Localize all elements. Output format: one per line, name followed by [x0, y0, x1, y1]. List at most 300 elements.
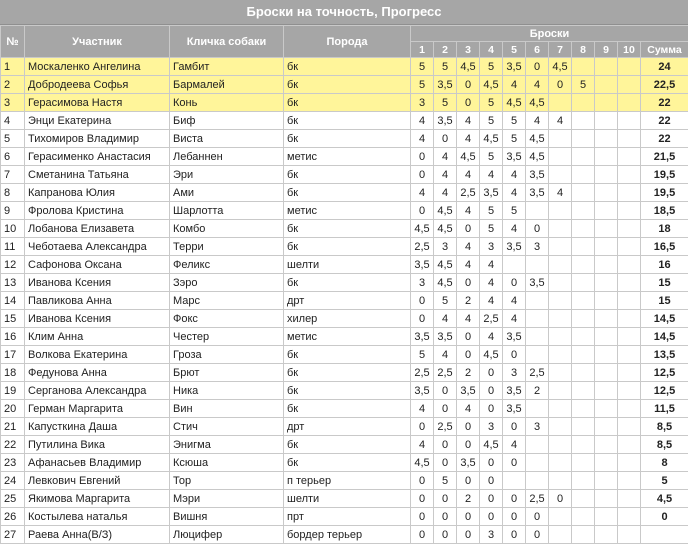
throw-score-cell: 3: [526, 418, 549, 436]
throw-score-cell: [618, 382, 641, 400]
throw-score-cell: [595, 418, 618, 436]
throw-score-cell: 3: [503, 364, 526, 382]
throw-score-cell: [595, 364, 618, 382]
dog-name-cell: Эри: [170, 166, 284, 184]
rank-cell: 2: [1, 76, 25, 94]
rank-cell: 4: [1, 112, 25, 130]
table-row: [1, 364, 688, 382]
throw-score-cell: [526, 202, 549, 220]
throw-score-cell: 4: [411, 130, 434, 148]
throw-score-cell: 0: [457, 346, 480, 364]
throw-score-cell: [572, 418, 595, 436]
participant-cell: Федунова Анна: [25, 364, 170, 382]
breed-cell: шелти: [284, 490, 411, 508]
table-row: [1, 130, 688, 148]
participant-cell: Капранова Юлия: [25, 184, 170, 202]
throw-score-cell: 3: [434, 238, 457, 256]
throw-score-cell: 0: [457, 436, 480, 454]
throw-score-cell: 4: [549, 112, 572, 130]
throw-score-cell: 5: [480, 58, 503, 76]
throw-score-cell: [595, 400, 618, 418]
throw-score-cell: [618, 238, 641, 256]
sum-cell: 8,5: [641, 436, 688, 454]
participant-cell: Якимова Маргарита: [25, 490, 170, 508]
table-row: [1, 310, 688, 328]
throw-score-cell: [549, 454, 572, 472]
dog-name-cell: Тор: [170, 472, 284, 490]
throw-score-cell: 2,5: [434, 364, 457, 382]
throw-score-cell: [595, 202, 618, 220]
dog-name-cell: Вишня: [170, 508, 284, 526]
throw-score-cell: [595, 472, 618, 490]
throw-score-cell: [618, 328, 641, 346]
breed-cell: бк: [284, 238, 411, 256]
throw-score-cell: [526, 472, 549, 490]
rank-cell: 11: [1, 238, 25, 256]
rank-cell: 10: [1, 220, 25, 238]
breed-cell: метис: [284, 328, 411, 346]
participant-cell: Сафонова Оксана: [25, 256, 170, 274]
throw-score-cell: [572, 400, 595, 418]
throw-score-cell: [549, 436, 572, 454]
throw-score-cell: 3,5: [434, 76, 457, 94]
breed-cell: бк: [284, 112, 411, 130]
throw-score-cell: [618, 436, 641, 454]
dog-name-cell: Терри: [170, 238, 284, 256]
table-row: [1, 526, 688, 544]
breed-cell: бк: [284, 184, 411, 202]
throw-score-cell: 4: [411, 112, 434, 130]
throw-score-cell: 4,5: [549, 58, 572, 76]
throw-score-cell: 3: [480, 418, 503, 436]
throw-score-cell: 3,5: [434, 328, 457, 346]
header-throw-8: 8: [572, 42, 595, 58]
throw-score-cell: [572, 328, 595, 346]
throw-score-cell: 2,5: [526, 364, 549, 382]
throw-score-cell: [549, 472, 572, 490]
throw-score-cell: [549, 364, 572, 382]
throw-score-cell: [618, 58, 641, 76]
throw-score-cell: [526, 256, 549, 274]
throw-score-cell: 0: [503, 346, 526, 364]
dog-name-cell: Феликс: [170, 256, 284, 274]
throw-score-cell: [572, 94, 595, 112]
throw-score-cell: [618, 526, 641, 544]
throw-score-cell: 4: [480, 292, 503, 310]
throw-score-cell: 4,5: [411, 454, 434, 472]
throw-score-cell: 4: [434, 184, 457, 202]
participant-cell: Павликова Анна: [25, 292, 170, 310]
throw-score-cell: [618, 166, 641, 184]
participant-cell: Клим Анна: [25, 328, 170, 346]
breed-cell: бк: [284, 454, 411, 472]
rank-cell: 7: [1, 166, 25, 184]
throw-score-cell: [572, 274, 595, 292]
throw-score-cell: [595, 112, 618, 130]
throw-score-cell: 4,5: [457, 148, 480, 166]
breed-cell: бк: [284, 220, 411, 238]
breed-cell: бк: [284, 166, 411, 184]
throw-score-cell: 3: [411, 274, 434, 292]
throw-score-cell: 0: [480, 490, 503, 508]
throw-score-cell: 3,5: [503, 58, 526, 76]
table-row: [1, 202, 688, 220]
breed-cell: метис: [284, 202, 411, 220]
throw-score-cell: 5: [411, 58, 434, 76]
participant-cell: Путилина Вика: [25, 436, 170, 454]
participant-cell: Герасименко Анастасия: [25, 148, 170, 166]
throw-score-cell: 2,5: [434, 418, 457, 436]
table-row: [1, 76, 688, 94]
throw-score-cell: 4: [411, 184, 434, 202]
rank-cell: 3: [1, 94, 25, 112]
throw-score-cell: 0: [457, 418, 480, 436]
rank-cell: 24: [1, 472, 25, 490]
throw-score-cell: 4: [434, 346, 457, 364]
throw-score-cell: [572, 364, 595, 382]
throw-score-cell: [618, 292, 641, 310]
dog-name-cell: Вин: [170, 400, 284, 418]
throw-score-cell: [618, 220, 641, 238]
table-row: [1, 256, 688, 274]
dog-name-cell: Гроза: [170, 346, 284, 364]
throw-score-cell: 0: [526, 508, 549, 526]
dog-name-cell: Честер: [170, 328, 284, 346]
sum-cell: 18,5: [641, 202, 688, 220]
throw-score-cell: 0: [526, 58, 549, 76]
throw-score-cell: [549, 220, 572, 238]
dog-name-cell: Комбо: [170, 220, 284, 238]
table-row: [1, 292, 688, 310]
sum-cell: 16,5: [641, 238, 688, 256]
throw-score-cell: [618, 184, 641, 202]
header-throw-6: 6: [526, 42, 549, 58]
throw-score-cell: 0: [480, 472, 503, 490]
throw-score-cell: 5: [480, 94, 503, 112]
breed-cell: бк: [284, 76, 411, 94]
dog-name-cell: Зэро: [170, 274, 284, 292]
throw-score-cell: [595, 184, 618, 202]
throw-score-cell: [595, 436, 618, 454]
throw-score-cell: 0: [549, 490, 572, 508]
throw-score-cell: [503, 472, 526, 490]
table-row: [1, 184, 688, 202]
throw-score-cell: 0: [411, 310, 434, 328]
dog-name-cell: Виста: [170, 130, 284, 148]
table-row: [1, 112, 688, 130]
throw-score-cell: 0: [457, 76, 480, 94]
rank-cell: 6: [1, 148, 25, 166]
breed-cell: бк: [284, 382, 411, 400]
throw-score-cell: 0: [434, 508, 457, 526]
throw-score-cell: [595, 130, 618, 148]
throw-score-cell: 3: [480, 238, 503, 256]
throw-score-cell: [618, 274, 641, 292]
sum-cell: 5: [641, 472, 688, 490]
throw-score-cell: 4: [526, 112, 549, 130]
participant-cell: Энци Екатерина: [25, 112, 170, 130]
throw-score-cell: [595, 166, 618, 184]
throw-score-cell: 4,5: [434, 220, 457, 238]
throw-score-cell: [595, 346, 618, 364]
throw-score-cell: [618, 112, 641, 130]
throw-score-cell: [572, 436, 595, 454]
throw-score-cell: [549, 256, 572, 274]
throw-score-cell: [549, 148, 572, 166]
throw-score-cell: 3,5: [503, 400, 526, 418]
header-num: №: [1, 26, 25, 58]
throw-score-cell: 4: [411, 436, 434, 454]
throw-score-cell: 0: [503, 274, 526, 292]
throw-score-cell: 4,5: [526, 94, 549, 112]
throw-score-cell: 0: [434, 130, 457, 148]
breed-cell: метис: [284, 148, 411, 166]
throw-score-cell: [595, 220, 618, 238]
rank-cell: 8: [1, 184, 25, 202]
throw-score-cell: 5: [411, 346, 434, 364]
throw-score-cell: [572, 58, 595, 76]
throw-score-cell: 0: [434, 400, 457, 418]
throw-score-cell: 0: [411, 472, 434, 490]
sum-cell: 22: [641, 130, 688, 148]
throw-score-cell: 5: [480, 112, 503, 130]
throw-score-cell: 4: [480, 166, 503, 184]
throw-score-cell: 2: [457, 364, 480, 382]
throw-score-cell: 0: [503, 454, 526, 472]
throw-score-cell: [549, 508, 572, 526]
sum-cell: 16: [641, 256, 688, 274]
dog-name-cell: Биф: [170, 112, 284, 130]
throw-score-cell: 0: [480, 400, 503, 418]
throw-score-cell: 2: [457, 490, 480, 508]
throw-score-cell: 3,5: [526, 184, 549, 202]
throw-score-cell: [572, 526, 595, 544]
throw-score-cell: [526, 328, 549, 346]
throw-score-cell: 4: [480, 256, 503, 274]
sum-cell: 19,5: [641, 166, 688, 184]
throw-score-cell: [572, 454, 595, 472]
breed-cell: бордер терьер: [284, 526, 411, 544]
throw-score-cell: 4: [503, 76, 526, 94]
rank-cell: 13: [1, 274, 25, 292]
throw-score-cell: [595, 382, 618, 400]
throw-score-cell: [595, 292, 618, 310]
throw-score-cell: [549, 274, 572, 292]
header-participant: Участник: [25, 26, 170, 58]
rank-cell: 23: [1, 454, 25, 472]
throw-score-cell: 3,5: [457, 382, 480, 400]
throw-score-cell: 0: [411, 166, 434, 184]
breed-cell: бк: [284, 346, 411, 364]
breed-cell: хилер: [284, 310, 411, 328]
throw-score-cell: [595, 94, 618, 112]
throw-score-cell: [572, 220, 595, 238]
throw-score-cell: [549, 328, 572, 346]
sum-cell: 4,5: [641, 490, 688, 508]
throw-score-cell: 4,5: [411, 220, 434, 238]
throw-score-cell: 3: [480, 526, 503, 544]
throw-score-cell: 5: [480, 148, 503, 166]
throw-score-cell: [572, 490, 595, 508]
throw-score-cell: 5: [434, 472, 457, 490]
throw-score-cell: [595, 490, 618, 508]
throw-score-cell: [549, 238, 572, 256]
throw-score-cell: 3,5: [411, 256, 434, 274]
header-throw-5: 5: [503, 42, 526, 58]
sum-cell: 8: [641, 454, 688, 472]
throw-score-cell: [595, 526, 618, 544]
throw-score-cell: 3,5: [480, 184, 503, 202]
throw-score-cell: [503, 256, 526, 274]
throw-score-cell: 0: [480, 454, 503, 472]
sum-cell: 14,5: [641, 328, 688, 346]
throw-score-cell: [572, 238, 595, 256]
table-row: [1, 418, 688, 436]
throw-score-cell: [572, 508, 595, 526]
throw-score-cell: [572, 202, 595, 220]
throw-score-cell: 3,5: [526, 274, 549, 292]
throw-score-cell: 2,5: [411, 364, 434, 382]
throw-score-cell: [595, 148, 618, 166]
throw-score-cell: 3,5: [526, 166, 549, 184]
rank-cell: 12: [1, 256, 25, 274]
sum-cell: 12,5: [641, 382, 688, 400]
rank-cell: 14: [1, 292, 25, 310]
throw-score-cell: [549, 130, 572, 148]
throw-score-cell: [618, 130, 641, 148]
breed-cell: бк: [284, 58, 411, 76]
table-row: [1, 490, 688, 508]
throw-score-cell: 2,5: [526, 490, 549, 508]
throw-score-cell: 5: [434, 292, 457, 310]
throw-score-cell: 4: [434, 166, 457, 184]
participant-cell: Тихомиров Владимир: [25, 130, 170, 148]
rank-cell: 22: [1, 436, 25, 454]
throw-score-cell: 4: [457, 130, 480, 148]
throw-score-cell: [572, 346, 595, 364]
throw-score-cell: [549, 202, 572, 220]
breed-cell: дрт: [284, 418, 411, 436]
throw-score-cell: [595, 310, 618, 328]
header-dog: Кличка собаки: [170, 26, 284, 58]
throw-score-cell: 0: [457, 526, 480, 544]
rank-cell: 16: [1, 328, 25, 346]
table-row: [1, 274, 688, 292]
throw-score-cell: [549, 292, 572, 310]
throw-score-cell: 0: [411, 490, 434, 508]
throw-score-cell: 0: [457, 508, 480, 526]
throw-score-cell: [595, 256, 618, 274]
throw-score-cell: [572, 472, 595, 490]
sum-cell: 22,5: [641, 76, 688, 94]
throw-score-cell: 4,5: [526, 148, 549, 166]
sum-cell: [641, 526, 688, 544]
throw-score-cell: [618, 400, 641, 418]
participant-cell: Герасимова Настя: [25, 94, 170, 112]
throw-score-cell: 5: [480, 220, 503, 238]
throw-score-cell: 0: [411, 292, 434, 310]
rank-cell: 25: [1, 490, 25, 508]
table-row: [1, 472, 688, 490]
throw-score-cell: [618, 94, 641, 112]
participant-cell: Фролова Кристина: [25, 202, 170, 220]
rank-cell: 26: [1, 508, 25, 526]
table-row: [1, 436, 688, 454]
throw-score-cell: [618, 454, 641, 472]
throw-score-cell: [595, 328, 618, 346]
throw-score-cell: 2,5: [411, 238, 434, 256]
participant-cell: Раева Анна(В/З): [25, 526, 170, 544]
throw-score-cell: 3: [411, 94, 434, 112]
sum-cell: 22: [641, 112, 688, 130]
throw-score-cell: [618, 490, 641, 508]
breed-cell: п терьер: [284, 472, 411, 490]
throw-score-cell: [595, 508, 618, 526]
breed-cell: прт: [284, 508, 411, 526]
dog-name-cell: Стич: [170, 418, 284, 436]
dog-name-cell: Бармалей: [170, 76, 284, 94]
throw-score-cell: 0: [503, 418, 526, 436]
throw-score-cell: 5: [503, 112, 526, 130]
participant-cell: Волкова Екатерина: [25, 346, 170, 364]
throw-score-cell: [618, 418, 641, 436]
throw-score-cell: 4: [457, 202, 480, 220]
throw-score-cell: 3,5: [503, 328, 526, 346]
throw-score-cell: 4: [457, 400, 480, 418]
sum-cell: 11,5: [641, 400, 688, 418]
rank-cell: 21: [1, 418, 25, 436]
throw-score-cell: 0: [457, 274, 480, 292]
table-row: [1, 328, 688, 346]
throw-score-cell: 4: [503, 436, 526, 454]
table-row: [1, 58, 688, 76]
throw-score-cell: 0: [457, 472, 480, 490]
rank-cell: 19: [1, 382, 25, 400]
throw-score-cell: 0: [434, 382, 457, 400]
throw-score-cell: 5: [480, 202, 503, 220]
participant-cell: Костылева наталья: [25, 508, 170, 526]
dog-name-cell: Гамбит: [170, 58, 284, 76]
throw-score-cell: [526, 400, 549, 418]
table-row: [1, 220, 688, 238]
sum-cell: 8,5: [641, 418, 688, 436]
throw-score-cell: [595, 274, 618, 292]
rank-cell: 20: [1, 400, 25, 418]
throw-score-cell: 0: [434, 526, 457, 544]
throw-score-cell: 4: [457, 256, 480, 274]
throw-score-cell: 0: [411, 148, 434, 166]
throw-score-cell: 0: [434, 454, 457, 472]
throw-score-cell: [572, 382, 595, 400]
throw-score-cell: [526, 292, 549, 310]
throw-score-cell: 0: [411, 418, 434, 436]
throw-score-cell: [549, 382, 572, 400]
throw-score-cell: 0: [526, 220, 549, 238]
throw-score-cell: [618, 76, 641, 94]
throw-score-cell: 3: [526, 238, 549, 256]
participant-cell: Герман Маргарита: [25, 400, 170, 418]
throw-score-cell: 4,5: [434, 274, 457, 292]
rank-cell: 17: [1, 346, 25, 364]
throw-score-cell: 4: [411, 400, 434, 418]
breed-cell: шелти: [284, 256, 411, 274]
throw-score-cell: [549, 310, 572, 328]
header-sum: Сумма: [641, 42, 688, 58]
throw-score-cell: 4,5: [480, 346, 503, 364]
throw-score-cell: 4,5: [480, 76, 503, 94]
throw-score-cell: 4,5: [503, 94, 526, 112]
sum-cell: 22: [641, 94, 688, 112]
